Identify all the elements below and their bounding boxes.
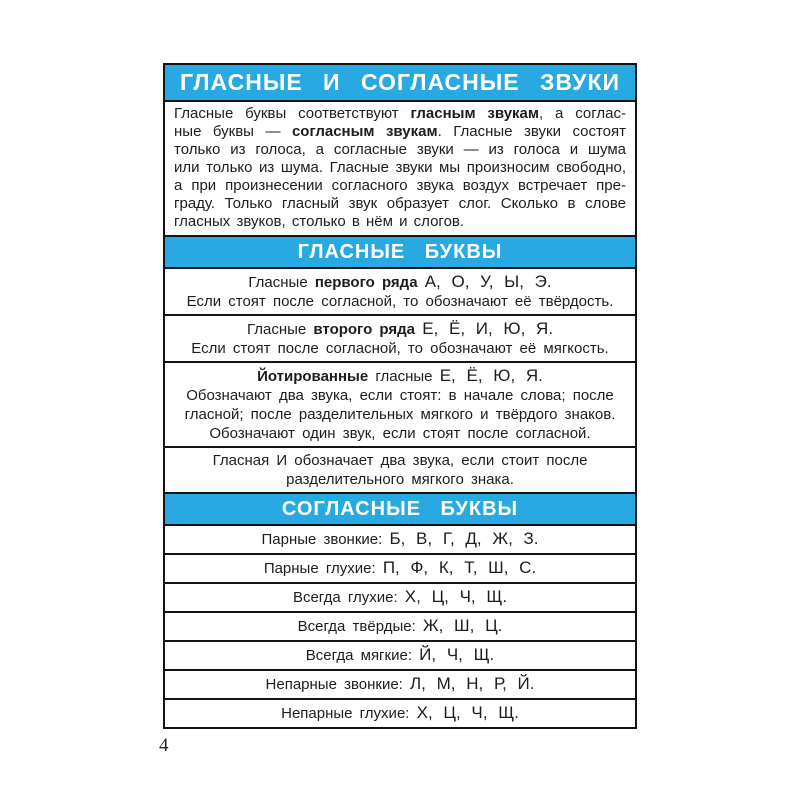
rule-line (174, 405, 626, 424)
rule-label: Всегда глухие: (292, 589, 405, 606)
intro-paragraph (165, 100, 635, 235)
vowel-rule-row (165, 361, 635, 446)
consonant-rule-row (165, 640, 635, 669)
intro-line (174, 159, 626, 177)
text-segment: Обозначают два звука, если стоят: в начале слова; после (186, 387, 614, 404)
text-segment: или только из шума. Гласные звуки мы произносим свободно, (174, 159, 626, 176)
text-segment: , а соглас- (539, 105, 626, 122)
rule-line (174, 339, 626, 358)
rule-letters: Х, Ц, Ч, Щ. (416, 703, 519, 722)
text-segment: граду. Только гласный звук образует слог. Сколько в слове (174, 195, 626, 212)
rule-letters: П, Ф, К, Т, Ш, С. (382, 558, 537, 577)
rule-label: Парные глухие: (263, 560, 383, 577)
intro-line (174, 123, 626, 141)
rule-letters: Х, Ц, Ч, Щ. (404, 587, 508, 606)
text-segment: Е, Ё, И, Ю, Я. (422, 319, 554, 338)
intro-line (174, 177, 626, 195)
rule-letters: Ж, Ш, Ц. (422, 616, 503, 635)
text-segment: Е, Ё, Ю, Я. (439, 366, 543, 385)
rule-letters: Б, В, Г, Д, Ж, З. (389, 529, 539, 548)
rule-line (174, 292, 626, 311)
text-segment: гласной; после разделительных мягкого и твёрдого знаков. (184, 406, 616, 423)
text-segment: А, О, У, Ы, Э. (424, 272, 552, 291)
text-segment: Йотированные (257, 368, 369, 385)
worksheet-table (163, 63, 637, 729)
text-segment: только из голоса, а согласные звуки — из голоса и шума (174, 141, 626, 158)
vowel-rule-row (165, 446, 635, 492)
intro-line (174, 213, 626, 231)
rule-label: Всегда мягкие: (305, 647, 420, 664)
text-segment: разделительного мягкого знака. (286, 471, 514, 488)
text-segment: Если стоят после согласной, то обозначают её мягкость. (191, 340, 609, 357)
consonant-rule-row (165, 582, 635, 611)
rule-line (174, 451, 626, 470)
consonant-rule-row (165, 526, 635, 553)
page-number: 4 (159, 735, 169, 756)
text-segment: гласным звукам (410, 105, 539, 122)
consonant-rule-row (165, 669, 635, 698)
consonant-rule-row (165, 553, 635, 582)
consonant-rules (165, 524, 635, 727)
text-segment: Гласные (246, 321, 314, 338)
rule-label: Непарные глухие: (281, 705, 417, 722)
vowel-rules (165, 267, 635, 492)
section-header-vowels: ГЛАСНЫЕ БУКВЫ (165, 235, 635, 267)
rule-label: Непарные звонкие: (265, 676, 411, 693)
rule-line (174, 272, 626, 292)
rule-label: Всегда твёрдые: (297, 618, 423, 635)
rule-line (174, 470, 626, 489)
text-segment: Гласные буквы соответствуют (174, 105, 411, 122)
text-segment: второго ряда (313, 321, 416, 338)
intro-line (174, 195, 626, 213)
intro-line (174, 105, 626, 123)
vowel-rule-row (165, 269, 635, 314)
text-segment: Гласная И обозначает два звука, если стоит после (212, 452, 588, 469)
text-segment: первого ряда (314, 274, 418, 291)
rule-line (174, 319, 626, 339)
text-segment: Обозначают один звук, если стоят после согласной. (209, 425, 591, 442)
text-segment (418, 274, 425, 291)
consonant-rule-row (165, 698, 635, 727)
text-segment: а при произнесении согласного звука воздух встречает пре- (174, 177, 626, 194)
consonant-rule-row (165, 611, 635, 640)
rule-label: Парные звонкие: (261, 531, 390, 548)
text-segment: Если стоят после согласной, то обозначают её твёрдость. (186, 293, 614, 310)
text-segment: гласные (368, 368, 440, 385)
intro-line (174, 141, 626, 159)
rule-line (174, 386, 626, 405)
vowel-rule-row (165, 314, 635, 361)
rule-line (174, 424, 626, 443)
text-segment: Гласные (248, 274, 315, 291)
section-header-sounds: ГЛАСНЫЕ И СОГЛАСНЫЕ ЗВУКИ (165, 65, 635, 100)
rule-letters: Л, М, Н, Р, Й. (410, 674, 535, 693)
rule-line (174, 366, 626, 386)
section-header-consonants: СОГЛАСНЫЕ БУКВЫ (165, 492, 635, 524)
text-segment: ные буквы — (174, 123, 292, 140)
text-segment: . Гласные звуки состоят (437, 123, 626, 140)
text-segment: гласных звуков, столько в нём и слогов. (174, 213, 465, 230)
text-segment: согласным звукам (291, 123, 438, 140)
rule-letters: Й, Ч, Щ. (419, 645, 495, 664)
